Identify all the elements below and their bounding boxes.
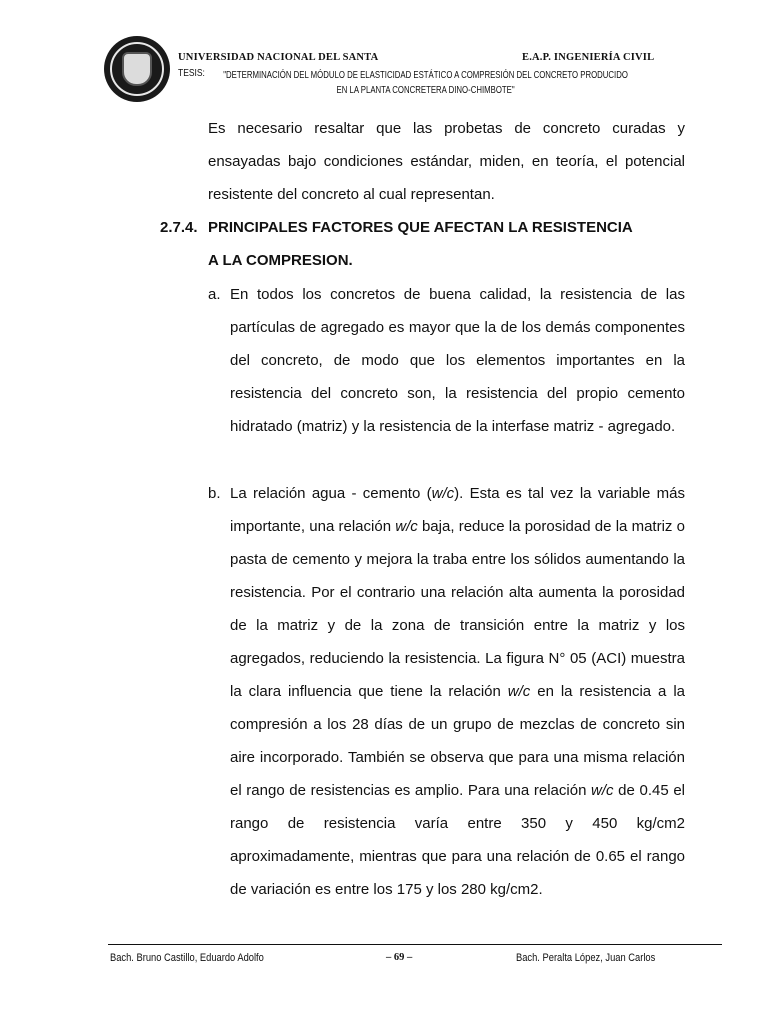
footer-author-right: Bach. Peralta López, Juan Carlos xyxy=(516,952,656,964)
list-text-b xyxy=(230,477,685,906)
list-marker-b: b. xyxy=(208,485,221,502)
text-segment: baja, reduce la porosidad de la matriz o pasta de cemento y mejora la traba entre los sólidos aumentando la resistencia. Por el contrario una relación alta aumenta la porosidad de la matriz y de la zona de transición entre la matriz y los agregados, reduciendo la resistencia. La figura N° 05 (ACI) muestra la clara influencia que tiene la relación xyxy=(230,518,685,700)
section-number: 2.7.4. xyxy=(160,219,198,236)
footer-page-number: – 69 – xyxy=(386,952,413,963)
text-segment: La relación agua - cemento ( xyxy=(230,485,432,502)
wc-term: w/c xyxy=(431,485,455,502)
list-text-a: En todos los concretos de buena calidad, la resistencia de las partículas de agregado es mayor que la de los demás componentes del concreto, de modo que los elementos importantes en la resistencia del concreto son, la resistencia del propio cemento hidratado (matriz) y la resistencia de la interfase matriz - agregado. xyxy=(230,286,685,435)
text-segment: de 0.45 el rango de resistencia varía entre 350 y 450 kg/cm2 aproximadamente, mientras que para una relación de 0.65 el rango de variación es entre los 175 y los 280 kg/cm2. xyxy=(230,782,685,898)
wc-term: w/c xyxy=(507,683,531,700)
text-segment: ). Esta es tal vez la variable más importante, una relación xyxy=(230,485,685,535)
header-tesis-title: "DETERMINACIÓN DEL MÓDULO DE ELASTICIDAD ESTÁTICO A COMPRESIÓN DEL CONCRETO PRODUCIDO EN LA PLANTA CONCRETERA DINO-CHIMBOTE" xyxy=(223,70,628,96)
section-heading xyxy=(160,211,690,277)
header-university: UNIVERSIDAD NACIONAL DEL SANTA xyxy=(178,52,379,63)
list-marker-a: a. xyxy=(208,286,221,303)
footer-author-left: Bach. Bruno Castillo, Eduardo Adolfo xyxy=(110,952,264,964)
section-title-line2: A LA COMPRESION. xyxy=(208,252,353,269)
header-tesis-label: TESIS: xyxy=(178,68,205,79)
list-item-a xyxy=(208,278,685,443)
seal-shield-icon xyxy=(122,52,152,86)
text-segment: en la resistencia a la compresión a los 28 días de un grupo de mezclas de concreto sin aire incorporado. También se observa que para una misma relación el rango de resistencias es amplio. Para una relación xyxy=(230,683,685,799)
wc-term: w/c xyxy=(591,782,614,799)
wc-term: w/c xyxy=(395,518,418,535)
list-item-b xyxy=(208,477,685,906)
intro-paragraph: Es necesario resaltar que las probetas de concreto curadas y ensayadas bajo condiciones estándar, miden, en teoría, el potencial resistente del concreto al cual representan. xyxy=(208,120,685,203)
section-title-line1: PRINCIPALES FACTORES QUE AFECTAN LA RESISTENCIA xyxy=(208,219,633,236)
header-school: E.A.P. INGENIERÍA CIVIL xyxy=(522,52,655,63)
seal-ring xyxy=(110,42,164,96)
footer-divider xyxy=(108,944,722,945)
university-seal-logo xyxy=(104,36,170,102)
